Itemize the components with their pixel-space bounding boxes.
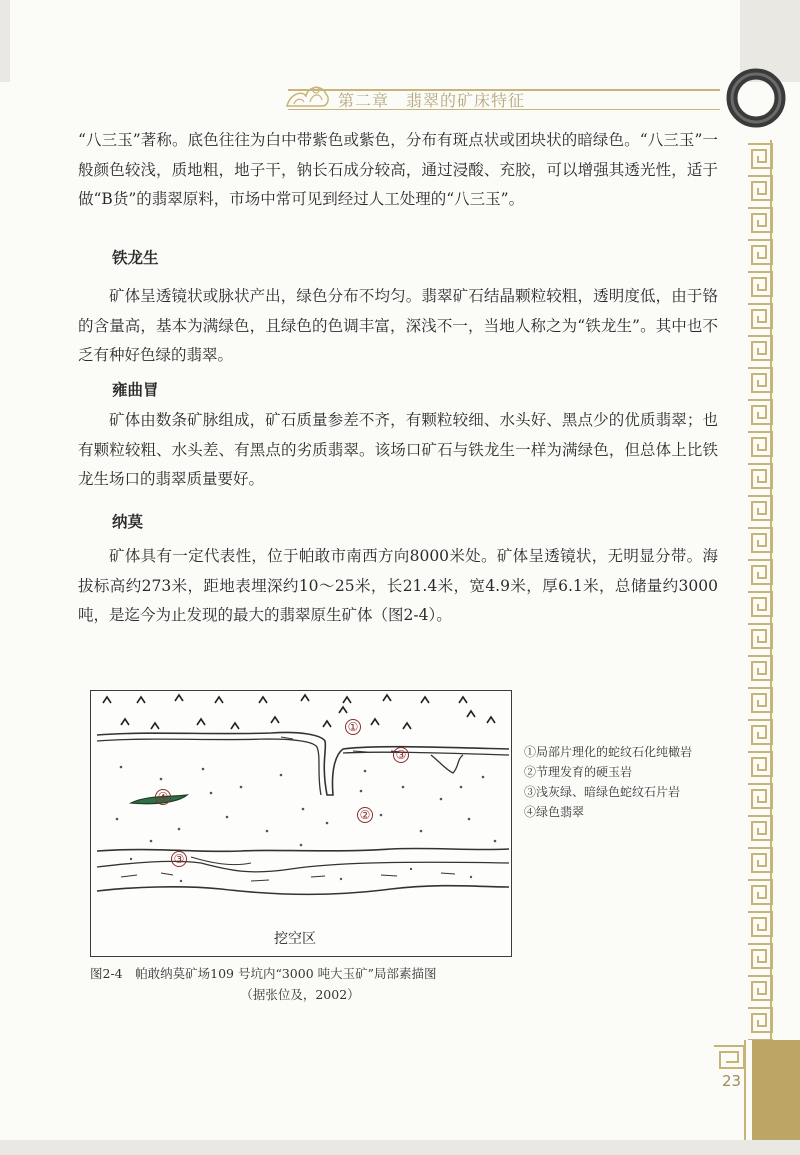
jade-ring-icon	[726, 68, 786, 128]
paragraph: 矿体呈透镜状或脉状产出，绿色分布不均匀。翡翠矿石结晶颗粒较粗，透明度低，由于铬的含量高，基本为满绿色，且绿色的色调丰富，深浅不一，当地人称之为“铁龙生”。其中也不乏有种好色绿的翡翠。	[78, 287, 718, 364]
section-title-yongqumao: 雍曲冒	[112, 381, 159, 399]
section-body-yongqumao	[78, 406, 718, 495]
goaf-area-label: 挖空区	[274, 931, 316, 947]
figure-caption	[90, 963, 510, 1005]
marker-3-lower: ③	[171, 851, 187, 867]
intro-text: “八三玉”著称。底色往往为白中带紫色或紫色，分布有斑点状或团块状的暗绿色。“八三玉”一般颜色较浅，质地粗，地子干，钠长石成分较高，通过浸酸、充胶，可以增强其透光性，适于做“B货”的翡翠原料，市场中常可见到经过人工处理的“八三玉”。	[78, 131, 718, 208]
legend-item: ④绿色翡翠	[524, 805, 585, 819]
legend-item: ②节理发育的硬玉岩	[524, 765, 633, 779]
caption-line-2: （据张位及，2002）	[240, 987, 360, 1002]
paragraph: 矿体具有一定代表性，位于帕敢市南西方向8000米处。矿体呈透镜状，无明显分带。海拔标高约273米，距地表埋深约10～25米，长21.4米，宽4.9米，厚6.1米，总储量约3000吨，是迄今为止发现的最大的翡翠原生矿体（图2-4）。	[78, 547, 718, 624]
section-body-namo	[78, 542, 718, 631]
sketch-figure	[90, 690, 512, 957]
legend-item: ①局部片理化的蛇纹石化纯橄岩	[524, 745, 693, 759]
intro-paragraph	[78, 126, 718, 215]
deposit-sketch	[91, 691, 511, 956]
paragraph: 矿体由数条矿脉组成，矿石质量参差不齐，有颗粒较细、水头好、黑点少的优质翡翠；也有颗粒较粗、水头差、有黑点的劣质翡翠。该场口矿石与铁龙生一样为满绿色，但总体上比铁龙生场口的翡翠质量要好。	[78, 411, 718, 488]
marker-1: ①	[345, 719, 361, 735]
section-title-tielongsheng: 铁龙生	[112, 249, 159, 267]
marker-3-upper: ③	[393, 747, 409, 763]
page-number: 23	[722, 1072, 742, 1090]
legend-item: ③浅灰绿、暗绿色蛇纹石片岩	[524, 785, 681, 799]
caption-line-1: 图2-4 帕敢纳莫矿场109 号坑内“3000 吨大玉矿”局部素描图	[90, 966, 437, 981]
corner-meander-icon	[712, 1042, 748, 1072]
corner-block	[752, 1040, 800, 1140]
section-title-namo: 纳莫	[112, 513, 144, 531]
marker-4: ④	[155, 789, 171, 805]
figure-legend	[524, 742, 692, 822]
bottom-margin-band	[0, 1140, 800, 1155]
marker-2: ②	[357, 807, 373, 823]
top-band-inner	[10, 0, 740, 82]
section-body-tielongsheng	[78, 282, 718, 371]
running-header: 第二章 翡翠的矿床特征	[338, 91, 526, 110]
cloud-ornament-icon	[282, 76, 332, 112]
meander-border	[744, 140, 776, 1040]
